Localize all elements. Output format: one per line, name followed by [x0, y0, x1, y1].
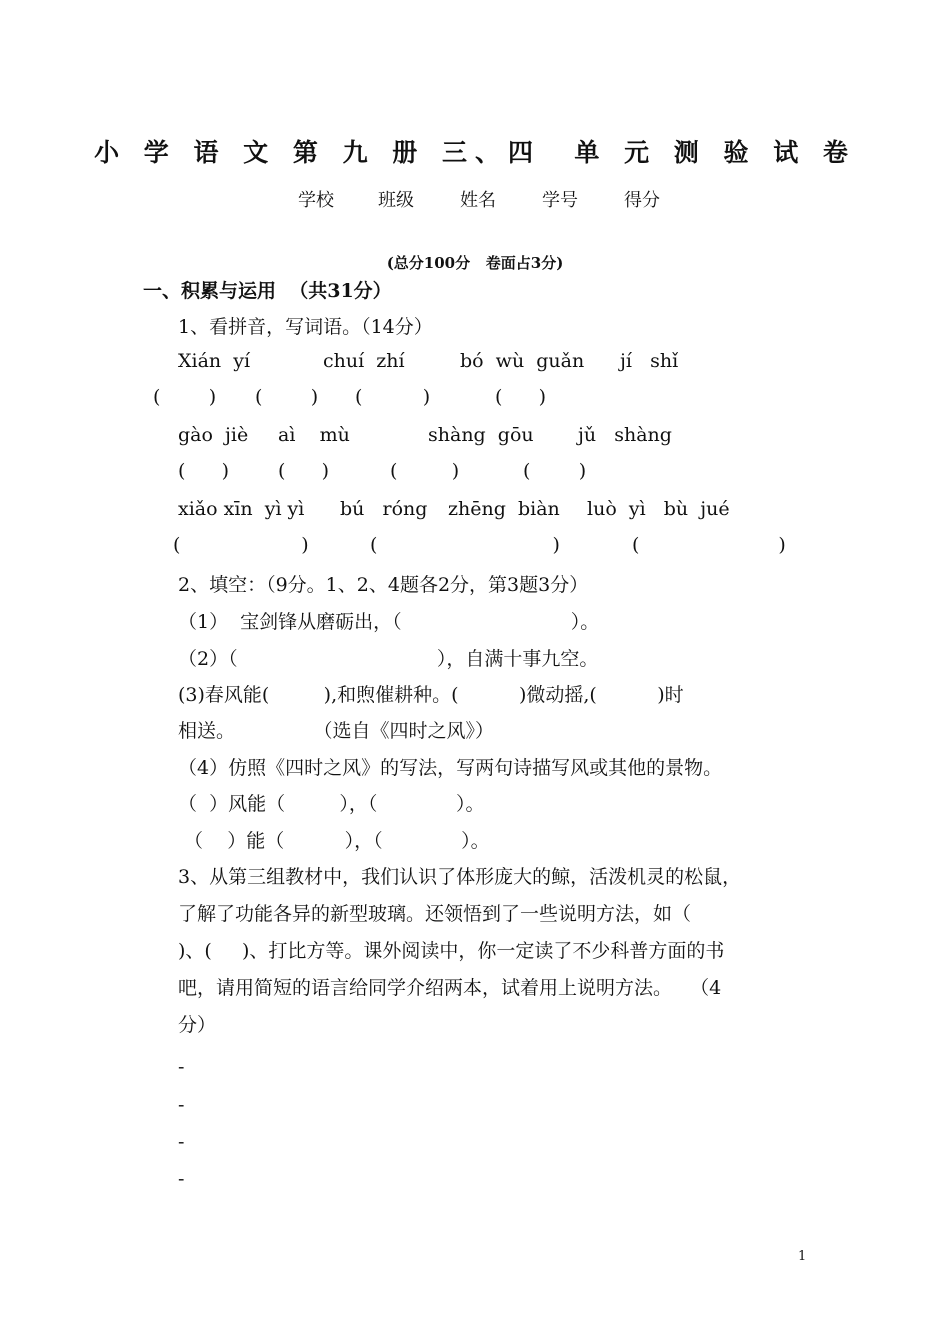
pinyin-1-4: jí shǐ [620, 350, 679, 372]
question-3-line-4: 吧，请用简短的语言给同学介绍两本，试着用上说明方法。 （4 [178, 977, 722, 999]
pinyin-1-2: chuí zhí [323, 350, 405, 372]
answer-line[interactable]: - [178, 1056, 185, 1078]
section-1-heading: 一、积累与运用 （共31分） [143, 280, 392, 302]
question-2-part-4: （4）仿照《四时之风》的写法，写两句诗描写风或其他的景物。 [178, 757, 723, 779]
pinyin-2-4: jǔ shàng [578, 424, 672, 446]
answer-blank[interactable]: ( ) [370, 534, 560, 556]
pinyin-3-2: bú róng [340, 498, 428, 520]
question-2-part-3-cont: 相送。 （选自《四时之风》） [178, 720, 495, 742]
pinyin-1-1: Xián yí [178, 350, 251, 372]
pinyin-3-1: xiǎo xīn yì yì [178, 498, 305, 520]
question-2-part-4-line-a: （ ）风能（ ），（ ）。 [178, 793, 485, 815]
page-title: 小 学 语 文 第 九 册 三、四 单 元 测 验 试 卷 [94, 138, 856, 167]
answer-line[interactable]: - [178, 1131, 185, 1153]
info-school: 学校 [298, 190, 334, 211]
answer-blank[interactable]: ( ) [355, 386, 431, 408]
answer-blank[interactable]: ( ) [495, 386, 547, 408]
question-2-part-4-line-b: （ ）能（ ），（ ）。 [178, 830, 490, 852]
score-note: (总分100分 卷面占3分) [386, 254, 564, 272]
pinyin-1-3: bó wù guǎn [460, 350, 585, 372]
info-score: 得分 [624, 190, 660, 211]
question-3-line-3: )、( )、打比方等。课外阅读中，你一定读了不少科普方面的书 [178, 940, 725, 962]
question-3-line-2: 了解了功能各异的新型玻璃。还领悟到了一些说明方法，如（ [178, 903, 692, 925]
pinyin-2-1: gào jiè [178, 424, 249, 446]
info-name: 姓名 [460, 190, 496, 211]
answer-blank[interactable]: ( ) [173, 534, 309, 556]
question-3-line-5: 分） [178, 1014, 217, 1036]
answer-line[interactable]: - [178, 1168, 185, 1190]
answer-blank[interactable]: ( ) [390, 460, 460, 482]
question-2-label: 2、填空：（9分。1、2、4题各2分，第3题3分） [178, 574, 589, 596]
answer-blank[interactable]: ( ) [632, 534, 786, 556]
answer-blank[interactable]: ( ) [178, 460, 230, 482]
answer-blank[interactable]: ( ) [523, 460, 587, 482]
pinyin-3-3: zhēng biàn [448, 498, 560, 520]
info-student-number: 学号 [542, 190, 578, 211]
info-class: 班级 [378, 190, 414, 211]
question-1-label: 1、看拼音，写词语。（14分） [178, 316, 433, 338]
answer-blank[interactable]: ( ) [153, 386, 217, 408]
answer-blank[interactable]: ( ) [278, 460, 330, 482]
question-2-part-1: （1） 宝剑锋从磨砺出，（ ）。 [178, 611, 600, 633]
pinyin-3-4: luò yì bù jué [587, 498, 730, 520]
pinyin-2-2: aì mù [278, 424, 350, 446]
question-2-part-2: （2）（ ），自满十事九空。 [178, 648, 599, 670]
answer-line[interactable]: - [178, 1094, 185, 1116]
page-number: 1 [798, 1249, 807, 1264]
question-3-line-1: 3、从第三组教材中，我们认识了体形庞大的鲸，活泼机灵的松鼠， [178, 866, 742, 888]
question-2-part-3: (3)春风能( ),和煦催耕种。( )微动摇,( )时 [178, 684, 684, 706]
pinyin-2-3: shàng gōu [428, 424, 534, 446]
answer-blank[interactable]: ( ) [255, 386, 319, 408]
